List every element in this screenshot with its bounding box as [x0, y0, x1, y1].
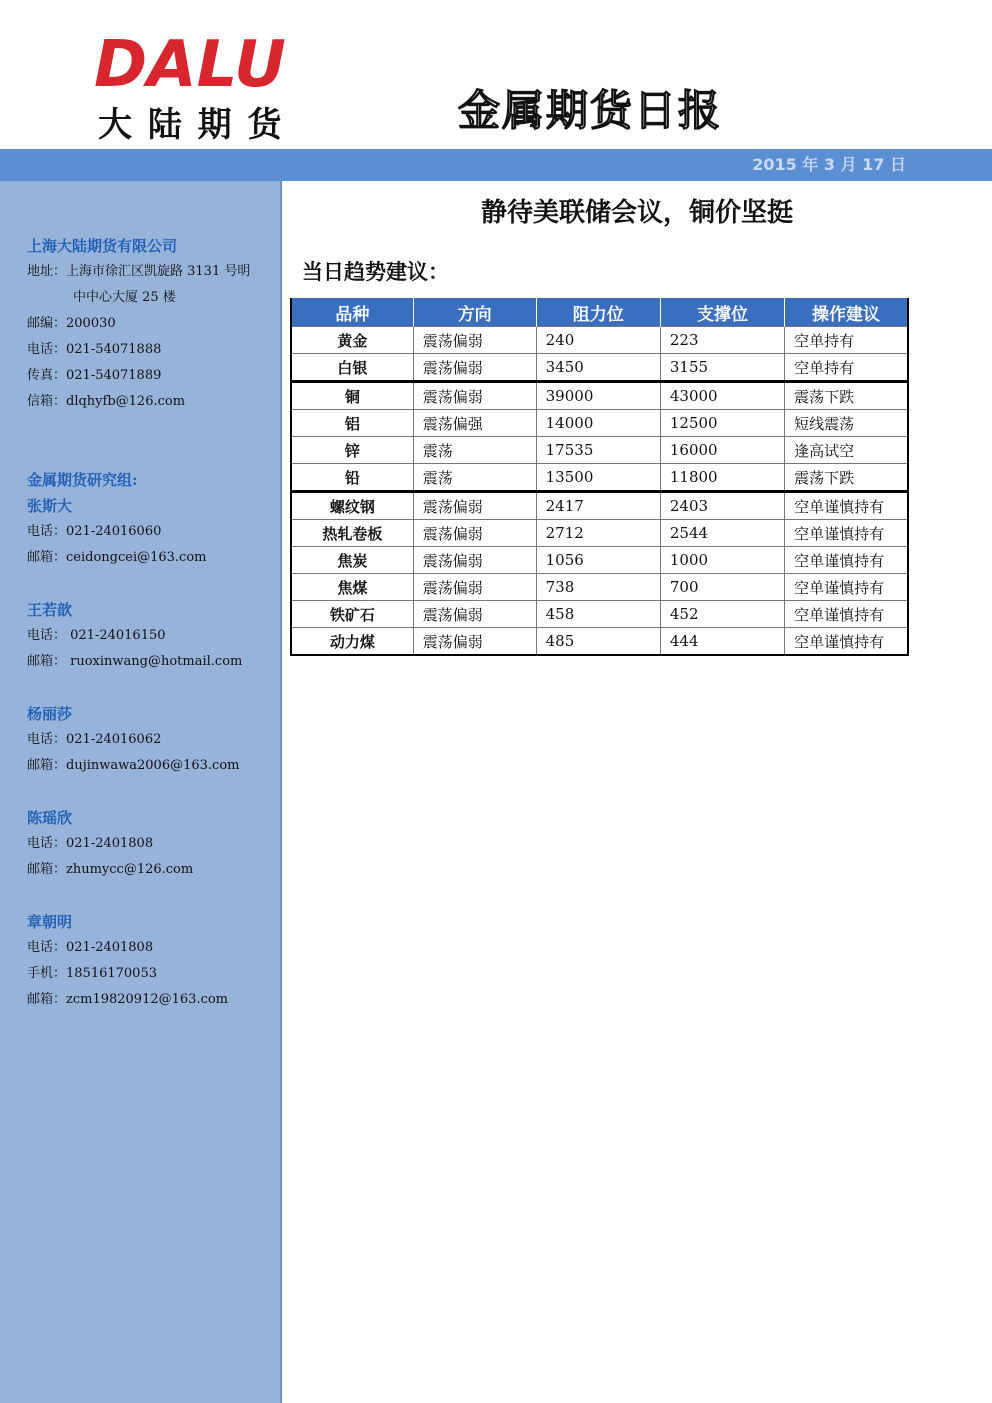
- cell-support: 3155: [660, 354, 784, 382]
- report-date: 2015 年 3 月 17 日: [752, 155, 906, 174]
- cell-direction: 震荡偏弱: [413, 601, 536, 628]
- member-block: [27, 597, 242, 675]
- cell-support: 444: [660, 628, 784, 656]
- col-header: 品种: [291, 298, 413, 327]
- cell-product: 锌: [291, 437, 413, 464]
- cell-direction: 震荡偏弱: [413, 327, 536, 354]
- member-email: 邮箱：ceidongcei@163.com: [27, 550, 207, 565]
- company-address: 地址：上海市徐汇区凯旋路 3131 号明: [27, 264, 251, 279]
- company-info: [27, 233, 250, 415]
- company-postcode: 邮编：200030: [27, 316, 116, 331]
- trend-subheading: 当日趋势建议：: [302, 260, 449, 284]
- cell-support: 700: [660, 574, 784, 601]
- trend-table: [290, 298, 909, 656]
- member-name: 杨丽莎: [27, 705, 73, 723]
- cell-product: 焦炭: [291, 547, 413, 574]
- cell-advice: 震荡下跌: [785, 464, 908, 492]
- cell-advice: 空单谨慎持有: [785, 628, 908, 656]
- research-team: [27, 467, 207, 571]
- cell-product: 黄金: [291, 327, 413, 354]
- member-block: [27, 909, 228, 1013]
- cell-product: 焦煤: [291, 574, 413, 601]
- cell-advice: 空单谨慎持有: [785, 547, 908, 574]
- cell-support: 452: [660, 601, 784, 628]
- table-row: [291, 382, 908, 410]
- col-header: 操作建议: [785, 298, 908, 327]
- col-header: 方向: [413, 298, 536, 327]
- cell-support: 2544: [660, 520, 784, 547]
- company-email: 信箱：dlqhyfb@126.com: [27, 394, 186, 409]
- cell-advice: 空单谨慎持有: [785, 492, 908, 520]
- member-phone: 电话： 021-24016150: [27, 628, 166, 643]
- member-mobile: 手机：18516170053: [27, 966, 157, 981]
- cell-resistance: 458: [536, 601, 660, 628]
- cell-product: 白银: [291, 354, 413, 382]
- cell-direction: 震荡偏强: [413, 410, 536, 437]
- cell-product: 铅: [291, 464, 413, 492]
- member-phone: 电话：021-24016062: [27, 732, 162, 747]
- cell-advice: 空单谨慎持有: [785, 520, 908, 547]
- cell-product: 铁矿石: [291, 601, 413, 628]
- cell-product: 铜: [291, 382, 413, 410]
- member-name: 陈瑶欣: [27, 809, 73, 827]
- table-row: [291, 628, 908, 656]
- cell-direction: 震荡偏弱: [413, 520, 536, 547]
- member-name: 张斯大: [27, 497, 73, 515]
- member-email: 邮箱：zhumycc@126.com: [27, 862, 194, 877]
- cell-direction: 震荡偏弱: [413, 547, 536, 574]
- company-phone: 电话：021-54071888: [27, 342, 162, 357]
- table-row: [291, 327, 908, 354]
- member-email: 邮箱： ruoxinwang@hotmail.com: [27, 654, 243, 669]
- cell-resistance: 1056: [536, 547, 660, 574]
- cell-support: 2403: [660, 492, 784, 520]
- cell-advice: 空单谨慎持有: [785, 574, 908, 601]
- member-name: 王若歆: [27, 601, 73, 619]
- member-email: 邮箱：zcm19820912@163.com: [27, 992, 229, 1007]
- cell-resistance: 2712: [536, 520, 660, 547]
- cell-advice: 震荡下跌: [785, 382, 908, 410]
- company-fax: 传真：021-54071889: [27, 368, 162, 383]
- team-title: 金属期货研究组:: [27, 471, 138, 489]
- company-address-cont: 中中心大厦 25 楼: [73, 290, 176, 305]
- member-email: 邮箱：dujinwawa2006@163.com: [27, 758, 240, 773]
- member-phone: 电话：021-2401808: [27, 836, 154, 851]
- cell-direction: 震荡偏弱: [413, 628, 536, 656]
- cell-resistance: 485: [536, 628, 660, 656]
- cell-advice: 空单持有: [785, 327, 908, 354]
- cell-resistance: 240: [536, 327, 660, 354]
- cell-advice: 空单持有: [785, 354, 908, 382]
- table-row: [291, 354, 908, 382]
- cell-advice: 逢高试空: [785, 437, 908, 464]
- cell-direction: 震荡偏弱: [413, 492, 536, 520]
- cell-advice: 短线震荡: [785, 410, 908, 437]
- table-row: [291, 437, 908, 464]
- cell-resistance: 14000: [536, 410, 660, 437]
- dalu-logo: [92, 24, 312, 142]
- cell-support: 12500: [660, 410, 784, 437]
- cell-resistance: 2417: [536, 492, 660, 520]
- member-name: 章朝明: [27, 913, 73, 931]
- cell-resistance: 738: [536, 574, 660, 601]
- date-bar: [0, 149, 992, 181]
- cell-direction: 震荡: [413, 437, 536, 464]
- member-block: [27, 701, 239, 779]
- cell-product: 铝: [291, 410, 413, 437]
- logo-subtitle: 大 陆 期 货: [98, 105, 284, 142]
- cell-direction: 震荡偏弱: [413, 382, 536, 410]
- cell-resistance: 39000: [536, 382, 660, 410]
- report-title: 金属期货日报: [458, 86, 723, 135]
- cell-support: 43000: [660, 382, 784, 410]
- table-row: [291, 492, 908, 520]
- cell-product: 热轧卷板: [291, 520, 413, 547]
- cell-support: 16000: [660, 437, 784, 464]
- cell-direction: 震荡: [413, 464, 536, 492]
- col-header: 支撑位: [660, 298, 784, 327]
- table-row: [291, 547, 908, 574]
- table-row: [291, 520, 908, 547]
- cell-product: 螺纹钢: [291, 492, 413, 520]
- company-name: 上海大陆期货有限公司: [27, 237, 178, 255]
- cell-support: 223: [660, 327, 784, 354]
- table-header-row: [291, 298, 908, 327]
- cell-resistance: 17535: [536, 437, 660, 464]
- cell-resistance: 13500: [536, 464, 660, 492]
- cell-product: 动力煤: [291, 628, 413, 656]
- cell-direction: 震荡偏弱: [413, 354, 536, 382]
- member-block: [27, 805, 193, 883]
- table-row: [291, 574, 908, 601]
- headline: 静待美联储会议，铜价坚挺: [480, 198, 793, 228]
- cell-advice: 空单谨慎持有: [785, 601, 908, 628]
- table-row: [291, 601, 908, 628]
- cell-support: 11800: [660, 464, 784, 492]
- member-phone: 电话：021-24016060: [27, 524, 162, 539]
- table-row: [291, 464, 908, 492]
- cell-direction: 震荡偏弱: [413, 574, 536, 601]
- cell-resistance: 3450: [536, 354, 660, 382]
- cell-support: 1000: [660, 547, 784, 574]
- member-phone: 电话：021-2401808: [27, 940, 154, 955]
- table-row: [291, 410, 908, 437]
- col-header: 阻力位: [536, 298, 660, 327]
- logo-wordmark: DALU: [94, 28, 286, 102]
